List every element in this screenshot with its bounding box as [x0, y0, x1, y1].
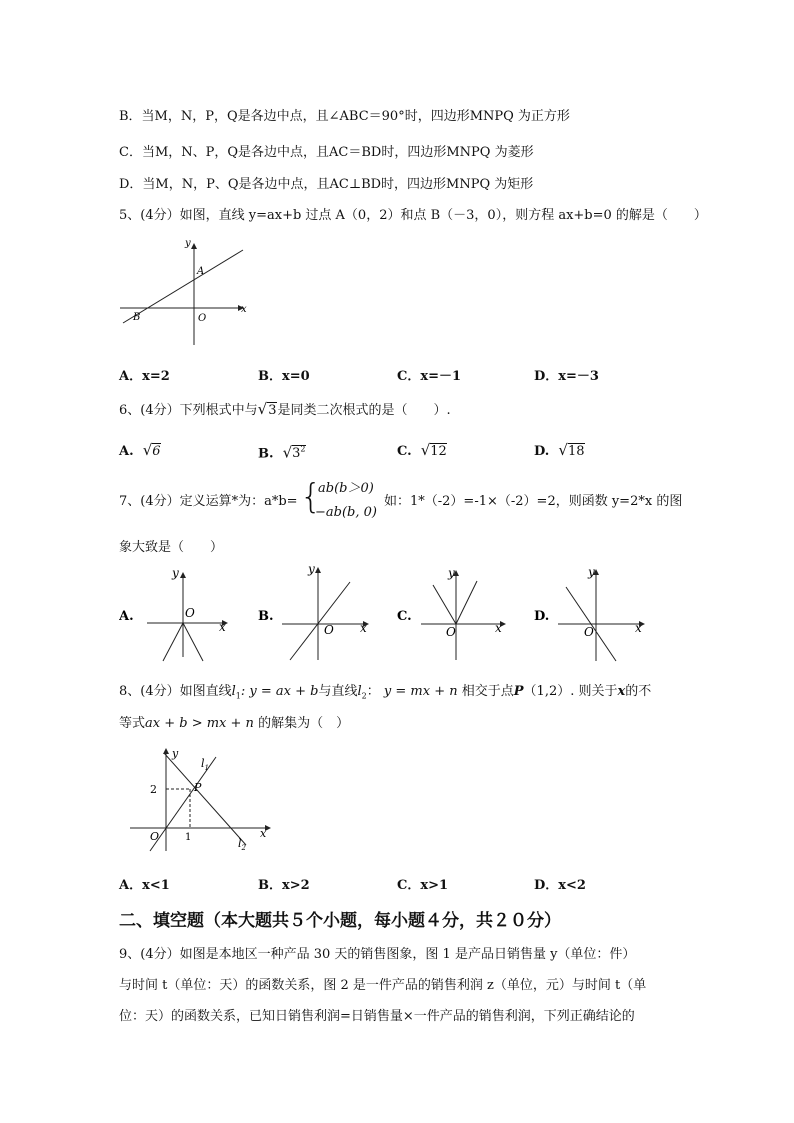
- q8-l2-symbol: l: [357, 684, 362, 699]
- q8-stem2-c: 的解集为（ ）: [258, 716, 350, 731]
- q8-fig-one: 1: [185, 832, 192, 843]
- q5-option-a: A．x=2: [119, 369, 170, 384]
- q7-graph-b: [258, 560, 383, 665]
- q8-variable-x: x: [617, 684, 626, 699]
- q5-option-d: D．x=－3: [534, 369, 599, 384]
- q7-graph-b-label: B.: [258, 609, 274, 624]
- q7-graph-c-y: y: [448, 566, 455, 580]
- q8-stem-part-a: 8、(4分）如图直线: [119, 684, 232, 699]
- q7-graph-b-line: [290, 582, 350, 660]
- q8-l2-subscript: 2: [361, 691, 367, 701]
- section-heading: 二、填空题（本大题共５个小题，每小题４分，共２０分）: [119, 911, 561, 931]
- q7-graph-c-o: O: [446, 625, 456, 639]
- q5-y-label: y: [185, 238, 191, 249]
- q6-option-c-label: C.: [397, 444, 412, 459]
- q4-option-c: C．当M，N、P，Q是各边中点，且AC＝BD时，四边形MNPQ 为菱形: [119, 145, 534, 160]
- q8-inequality: ax + b > mx + n: [145, 716, 254, 731]
- q5-stem: 5、(4分）如图，直线 y=ax+b 过点 A（0，2）和点 B（－3，0），则方程 ax+b=0 的解是（ ）: [119, 208, 707, 223]
- q6-option-a-radicand: 6: [152, 444, 161, 459]
- q8-fig-two: 2: [150, 783, 157, 796]
- q5-option-b: B．x=0: [258, 369, 310, 384]
- q6-stem-post: 是同类二次根式的是（ ）.: [277, 403, 451, 418]
- q8-stem-line1: [119, 684, 651, 705]
- q5-figure: [115, 232, 255, 347]
- q6-option-c-radicand: 12: [430, 444, 447, 459]
- q8-l2-equation: y = mx + n: [383, 684, 458, 699]
- q7-graph-d-y: y: [588, 565, 595, 579]
- q8-fig-l1: $l_1$: [201, 757, 209, 772]
- q8-l1-subscript: 1: [235, 691, 241, 701]
- q8-option-b: B．x>2: [258, 878, 310, 893]
- q7-stem-post: 如：1*（-2）=-1×（-2）=2，则函数 y=2*x 的图: [384, 494, 683, 509]
- q8-stem-part-f: 相交于点: [461, 684, 514, 699]
- q8-point-p: P: [513, 684, 524, 699]
- q8-stem-part-c: 与直线: [318, 684, 358, 699]
- q8-fig-l2: $l_2$: [238, 837, 246, 852]
- q7-graph-d-x: x: [635, 621, 642, 635]
- q8-stem2-a: 等式: [119, 716, 146, 731]
- q7-stem-pre: 7、(4分）定义运算*为：a*b=: [119, 494, 298, 509]
- q7-graph-a-x: x: [219, 620, 226, 634]
- q6-stem-pre: 6、(4分）下列根式中与: [119, 403, 258, 418]
- q5-origin: O: [198, 313, 207, 324]
- q8-l1-symbol: l: [231, 684, 236, 699]
- q7-graph-d-o: O: [584, 625, 594, 639]
- q4-option-b: B．当M，N，P，Q是各边中点，且∠ABC＝90°时，四边形MNPQ 为正方形: [119, 109, 570, 124]
- q5-option-c: C．x=－1: [397, 369, 462, 384]
- q7-graph-d-label: D.: [534, 609, 550, 624]
- sqrt-icon: √: [282, 443, 293, 462]
- q6-stem-radicand: 3: [268, 403, 277, 418]
- q6-option-b-label: B.: [258, 446, 274, 462]
- q6-option-c: [397, 442, 447, 460]
- q8-stem-part-d: ：: [366, 684, 380, 699]
- q9-line-1: 9、(4分）如图是本地区一种产品 30 天的销售图象，图 1 是产品日销售量 y（单位：件）: [119, 947, 636, 962]
- q7-graph-d: [534, 563, 659, 665]
- q6-option-d-radicand: 18: [567, 444, 585, 459]
- q6-option-b-radicand: [292, 445, 305, 461]
- q7-case-2: −ab(b, 0): [315, 505, 377, 520]
- q6-option-d: [534, 442, 585, 460]
- q7-stem-line2: 象大致是（ ）: [119, 540, 224, 555]
- sqrt-icon: √: [257, 400, 268, 418]
- q8-figure: [128, 745, 278, 857]
- q8-option-c: C．x>1: [397, 878, 449, 893]
- q9-line-2: 与时间 t（单位：天）的函数关系，图 2 是一件产品的销售利润 z（单位，元）与时间 t（单: [119, 978, 647, 993]
- q8-l1-equation: : y = ax + b: [240, 684, 319, 699]
- q5-point-b: B: [133, 312, 141, 323]
- q7-graph-a-y: y: [172, 566, 179, 580]
- q7-graph-c-branch-right: [456, 581, 477, 624]
- q7-graph-c-label: C.: [397, 609, 412, 624]
- q7-graph-b-x: x: [360, 621, 367, 635]
- q7-graph-a: [119, 565, 244, 665]
- q6-option-a-label: A.: [119, 444, 134, 459]
- q8-stem-line2: [119, 716, 349, 732]
- q8-stem-part-h: （1,2）. 则关于: [523, 684, 618, 699]
- q6-option-b-exp: 2: [300, 445, 306, 454]
- q6-option-b-base: 3: [292, 446, 301, 462]
- q7-graph-a-o: O: [185, 606, 195, 620]
- q6-option-d-label: D.: [534, 444, 550, 459]
- left-brace-icon: {: [300, 477, 322, 517]
- q6-option-b: [258, 442, 306, 462]
- q7-graph-a-label: A.: [119, 609, 134, 624]
- q7-case-1: ab(b＞0): [318, 481, 374, 496]
- q7-graph-c-branch-left: [433, 585, 456, 624]
- q5-x-label: x: [241, 304, 247, 315]
- sqrt-icon: √: [420, 441, 431, 459]
- q8-fig-x: x: [260, 827, 267, 840]
- q6-option-a: [119, 442, 161, 460]
- q8-option-d: D．x<2: [534, 878, 586, 893]
- q8-fig-o: O: [150, 830, 160, 843]
- q7-graph-a-branch-right: [183, 623, 203, 661]
- q8-fig-y: y: [172, 747, 179, 760]
- q8-stem-part-j: 的不: [625, 684, 652, 699]
- q7-graph-b-o: O: [324, 623, 334, 637]
- q5-point-a: A: [197, 266, 205, 277]
- q5-line: [123, 250, 243, 323]
- q7-graph-b-y: y: [308, 562, 315, 576]
- q7-graph-c: [397, 565, 522, 665]
- q6-stem: [119, 401, 451, 419]
- sqrt-icon: √: [558, 441, 568, 459]
- q8-option-a: A．x<1: [119, 878, 170, 893]
- q7-graph-a-branch-left: [163, 623, 183, 661]
- q8-fig-p: P: [194, 781, 202, 794]
- sqrt-icon: √: [142, 441, 153, 459]
- q7-graph-c-x: x: [495, 621, 502, 635]
- q9-line-3: 位：天）的函数关系，已知日销售利润=日销售量×一件产品的销售利润，下列正确结论的: [119, 1009, 635, 1024]
- q4-option-d: D．当M，N，P、Q是各边中点，且AC⊥BD时，四边形MNPQ 为矩形: [119, 177, 534, 192]
